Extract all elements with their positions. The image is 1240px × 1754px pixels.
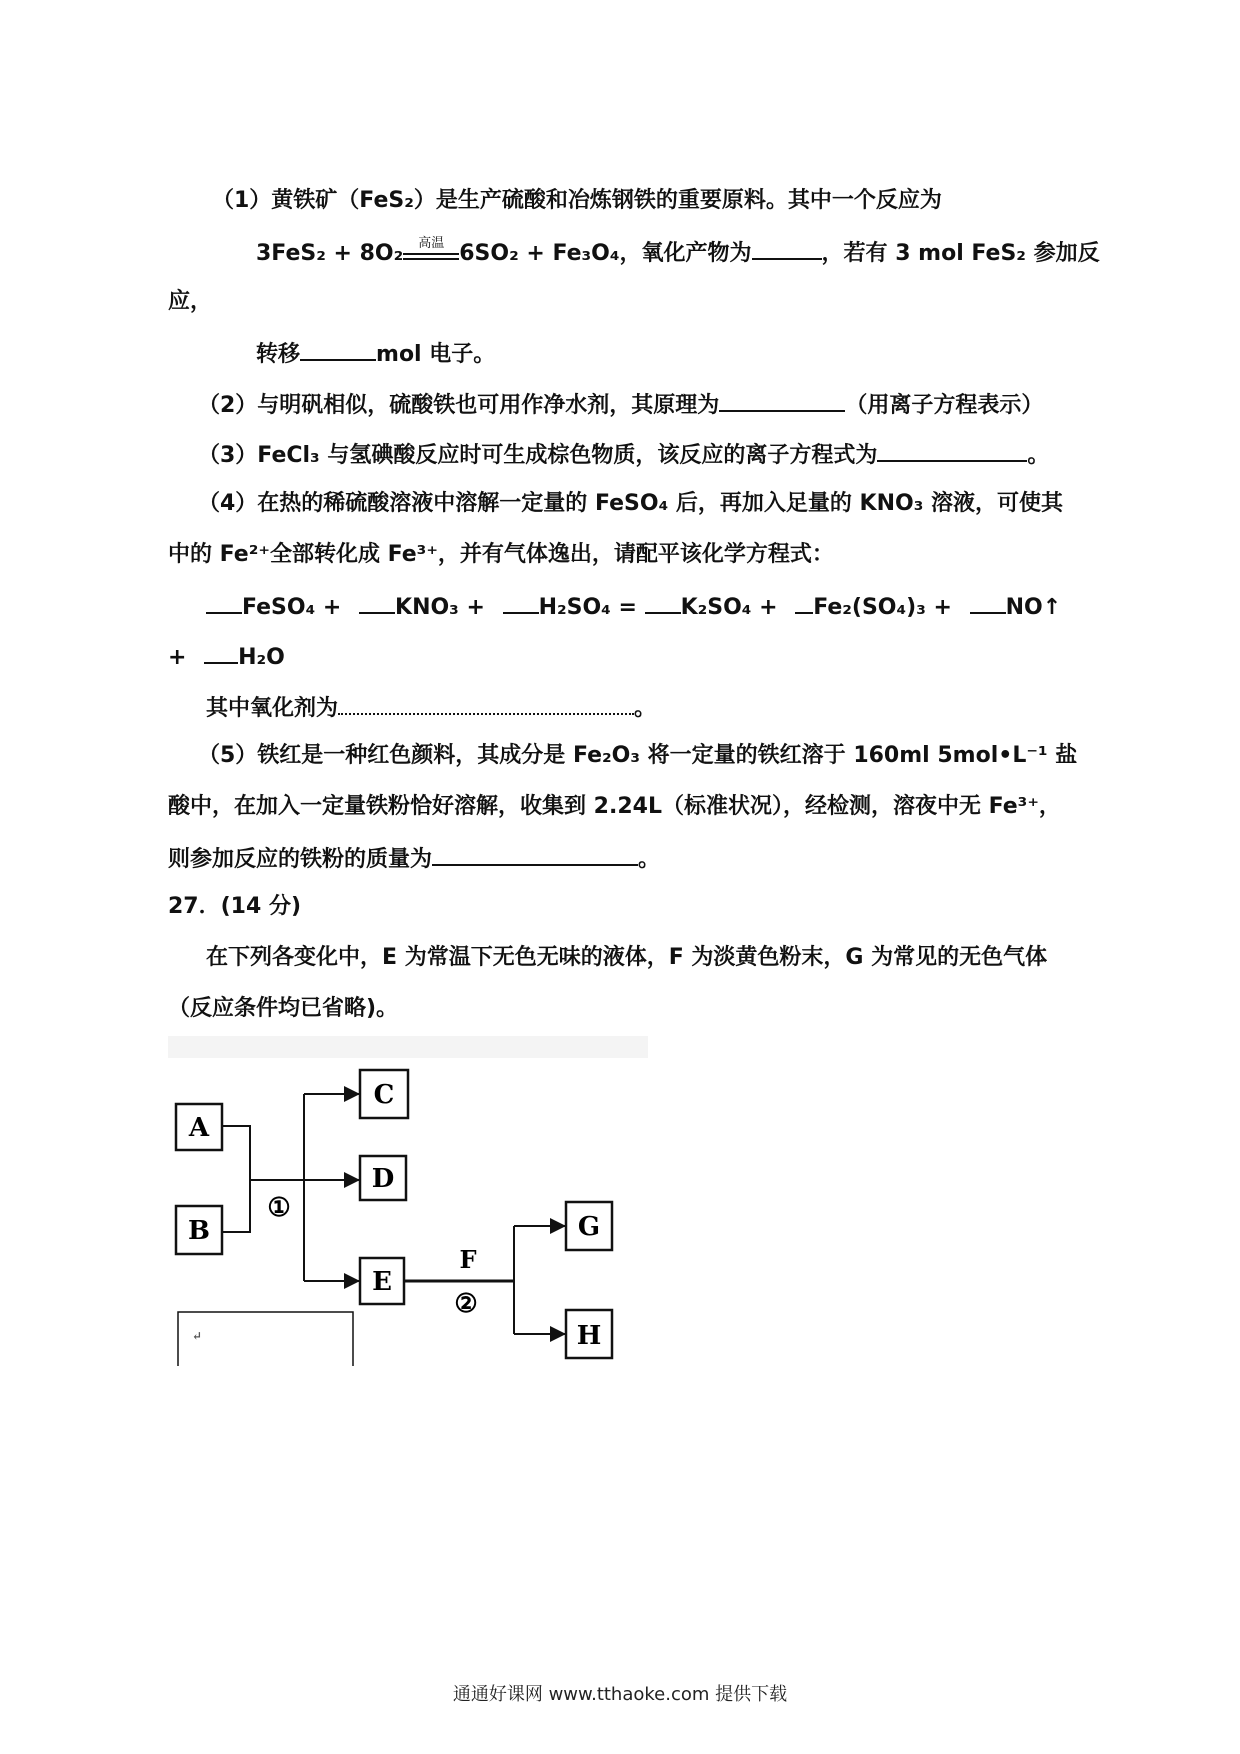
reagent-F-label: F	[459, 1245, 477, 1274]
q27-intro-line2: （反应条件均已省略)。	[168, 996, 399, 1021]
text: 则参加反应的铁粉的质量为	[168, 847, 433, 872]
box-G	[566, 1202, 612, 1250]
eq-term: NO↑	[1005, 595, 1062, 620]
text: 。	[634, 696, 657, 721]
reaction-diagram	[168, 1036, 648, 1366]
q26-part1-line4	[256, 337, 495, 370]
box-C	[360, 1070, 408, 1118]
coefficient-blank[interactable]	[359, 590, 395, 614]
box-H	[566, 1310, 612, 1358]
coefficient-blank[interactable]	[204, 640, 238, 664]
box-D	[360, 1156, 406, 1200]
text: 。	[1027, 443, 1050, 468]
answer-blank[interactable]	[719, 388, 845, 412]
q26-part4-equation	[206, 590, 1061, 623]
coefficient-blank[interactable]	[970, 590, 1006, 614]
svg-text:B: B	[188, 1216, 210, 1246]
q26-part4-line1: （4）在热的稀硫酸溶液中溶解一定量的 FeSO₄ 后，再加入足量的 KNO₃ 溶液，可使其	[198, 491, 1063, 516]
q26-part1-line3: 应，	[168, 289, 213, 314]
eq-term: FeSO₄ +	[242, 595, 342, 620]
answer-blank[interactable]	[338, 691, 634, 715]
svg-text:E: E	[372, 1267, 392, 1297]
text: （用离子方程表示）	[845, 393, 1044, 418]
svg-text:H: H	[576, 1321, 602, 1351]
answer-blank[interactable]	[877, 438, 1027, 462]
text: （2）与明矾相似，硫酸铁也可用作净水剂，其原理为	[198, 393, 720, 418]
q27-header: 27．(14 分)	[168, 894, 301, 919]
reaction-1-label: ①	[267, 1193, 291, 1223]
text: （3）FeCl₃ 与氢碘酸反应时可生成棕色物质，该反应的离子方程式为	[198, 443, 878, 468]
q26-part5-line2: 酸中，在加入一定量铁粉恰好溶解，收集到 2.24L（标准状况），经检测，溶夜中无 Fe³⁺，	[168, 794, 1061, 819]
equation-tail: ，若有 3 mol FeS₂ 参加反	[821, 241, 1100, 266]
q26-part4-line2: 中的 Fe²⁺全部转化成 Fe³⁺，并有气体逸出，请配平该化学方程式：	[168, 542, 834, 567]
svg-text:↵: ↵	[192, 1329, 203, 1343]
q26-part5-line1: （5）铁红是一种红色颜料，其成分是 Fe₂O₃ 将一定量的铁红溶于 160ml 5mol•L⁻¹ 盐	[198, 743, 1078, 768]
eq-term: Fe₂(SO₄)₃ +	[813, 595, 952, 620]
q26-part4-oxidant	[206, 691, 656, 724]
reaction-2-label: ②	[454, 1289, 478, 1319]
page-footer: 通通好课网 www.tthaoke.com 提供下载	[452, 1684, 788, 1705]
answer-blank[interactable]	[432, 842, 638, 866]
svg-text:A: A	[188, 1113, 210, 1143]
answer-blank[interactable]	[752, 236, 822, 260]
eq-term: H₂O	[238, 645, 285, 670]
svg-text:C: C	[373, 1080, 395, 1110]
q26-part2	[198, 388, 1043, 421]
empty-text-box	[178, 1312, 353, 1366]
q27-intro-line1: 在下列各变化中，E 为常温下无色无味的液体，F 为淡黄色粉末，G 为常见的无色气体	[206, 945, 1048, 970]
q26-part1-equation	[256, 236, 1100, 269]
text: 转移	[256, 342, 301, 367]
svg-text:G: G	[577, 1212, 601, 1242]
equation-products: 6SO₂ + Fe₃O₄，氧化产物为	[459, 241, 752, 266]
reaction-condition	[403, 236, 459, 260]
eq-term: H₂SO₄ =	[538, 595, 637, 620]
box-E	[360, 1258, 404, 1304]
text: mol 电子。	[376, 342, 496, 367]
svg-text:D: D	[371, 1164, 395, 1194]
coefficient-blank[interactable]	[645, 590, 681, 614]
eq-term: KNO₃ +	[395, 595, 485, 620]
q26-part5-line3	[168, 842, 660, 875]
text: 。	[638, 847, 661, 872]
q26-part3	[198, 438, 1049, 471]
coefficient-blank[interactable]	[795, 590, 813, 614]
coefficient-blank[interactable]	[503, 590, 539, 614]
q26-part4-equation-line2	[168, 640, 285, 673]
coefficient-blank[interactable]	[206, 590, 242, 614]
eq-term: +	[168, 645, 187, 670]
condition-label: 高温	[418, 236, 445, 251]
answer-blank[interactable]	[300, 337, 376, 361]
box-B	[176, 1206, 222, 1254]
text: 其中氧化剂为	[206, 696, 339, 721]
equation-text: 3FeS₂ + 8O₂	[256, 241, 404, 266]
q26-part1-line1: （1）黄铁矿（FeS₂）是生产硫酸和冶炼钢铁的重要原料。其中一个反应为	[212, 188, 942, 213]
eq-term: K₂SO₄ +	[680, 595, 778, 620]
box-A	[176, 1104, 222, 1150]
